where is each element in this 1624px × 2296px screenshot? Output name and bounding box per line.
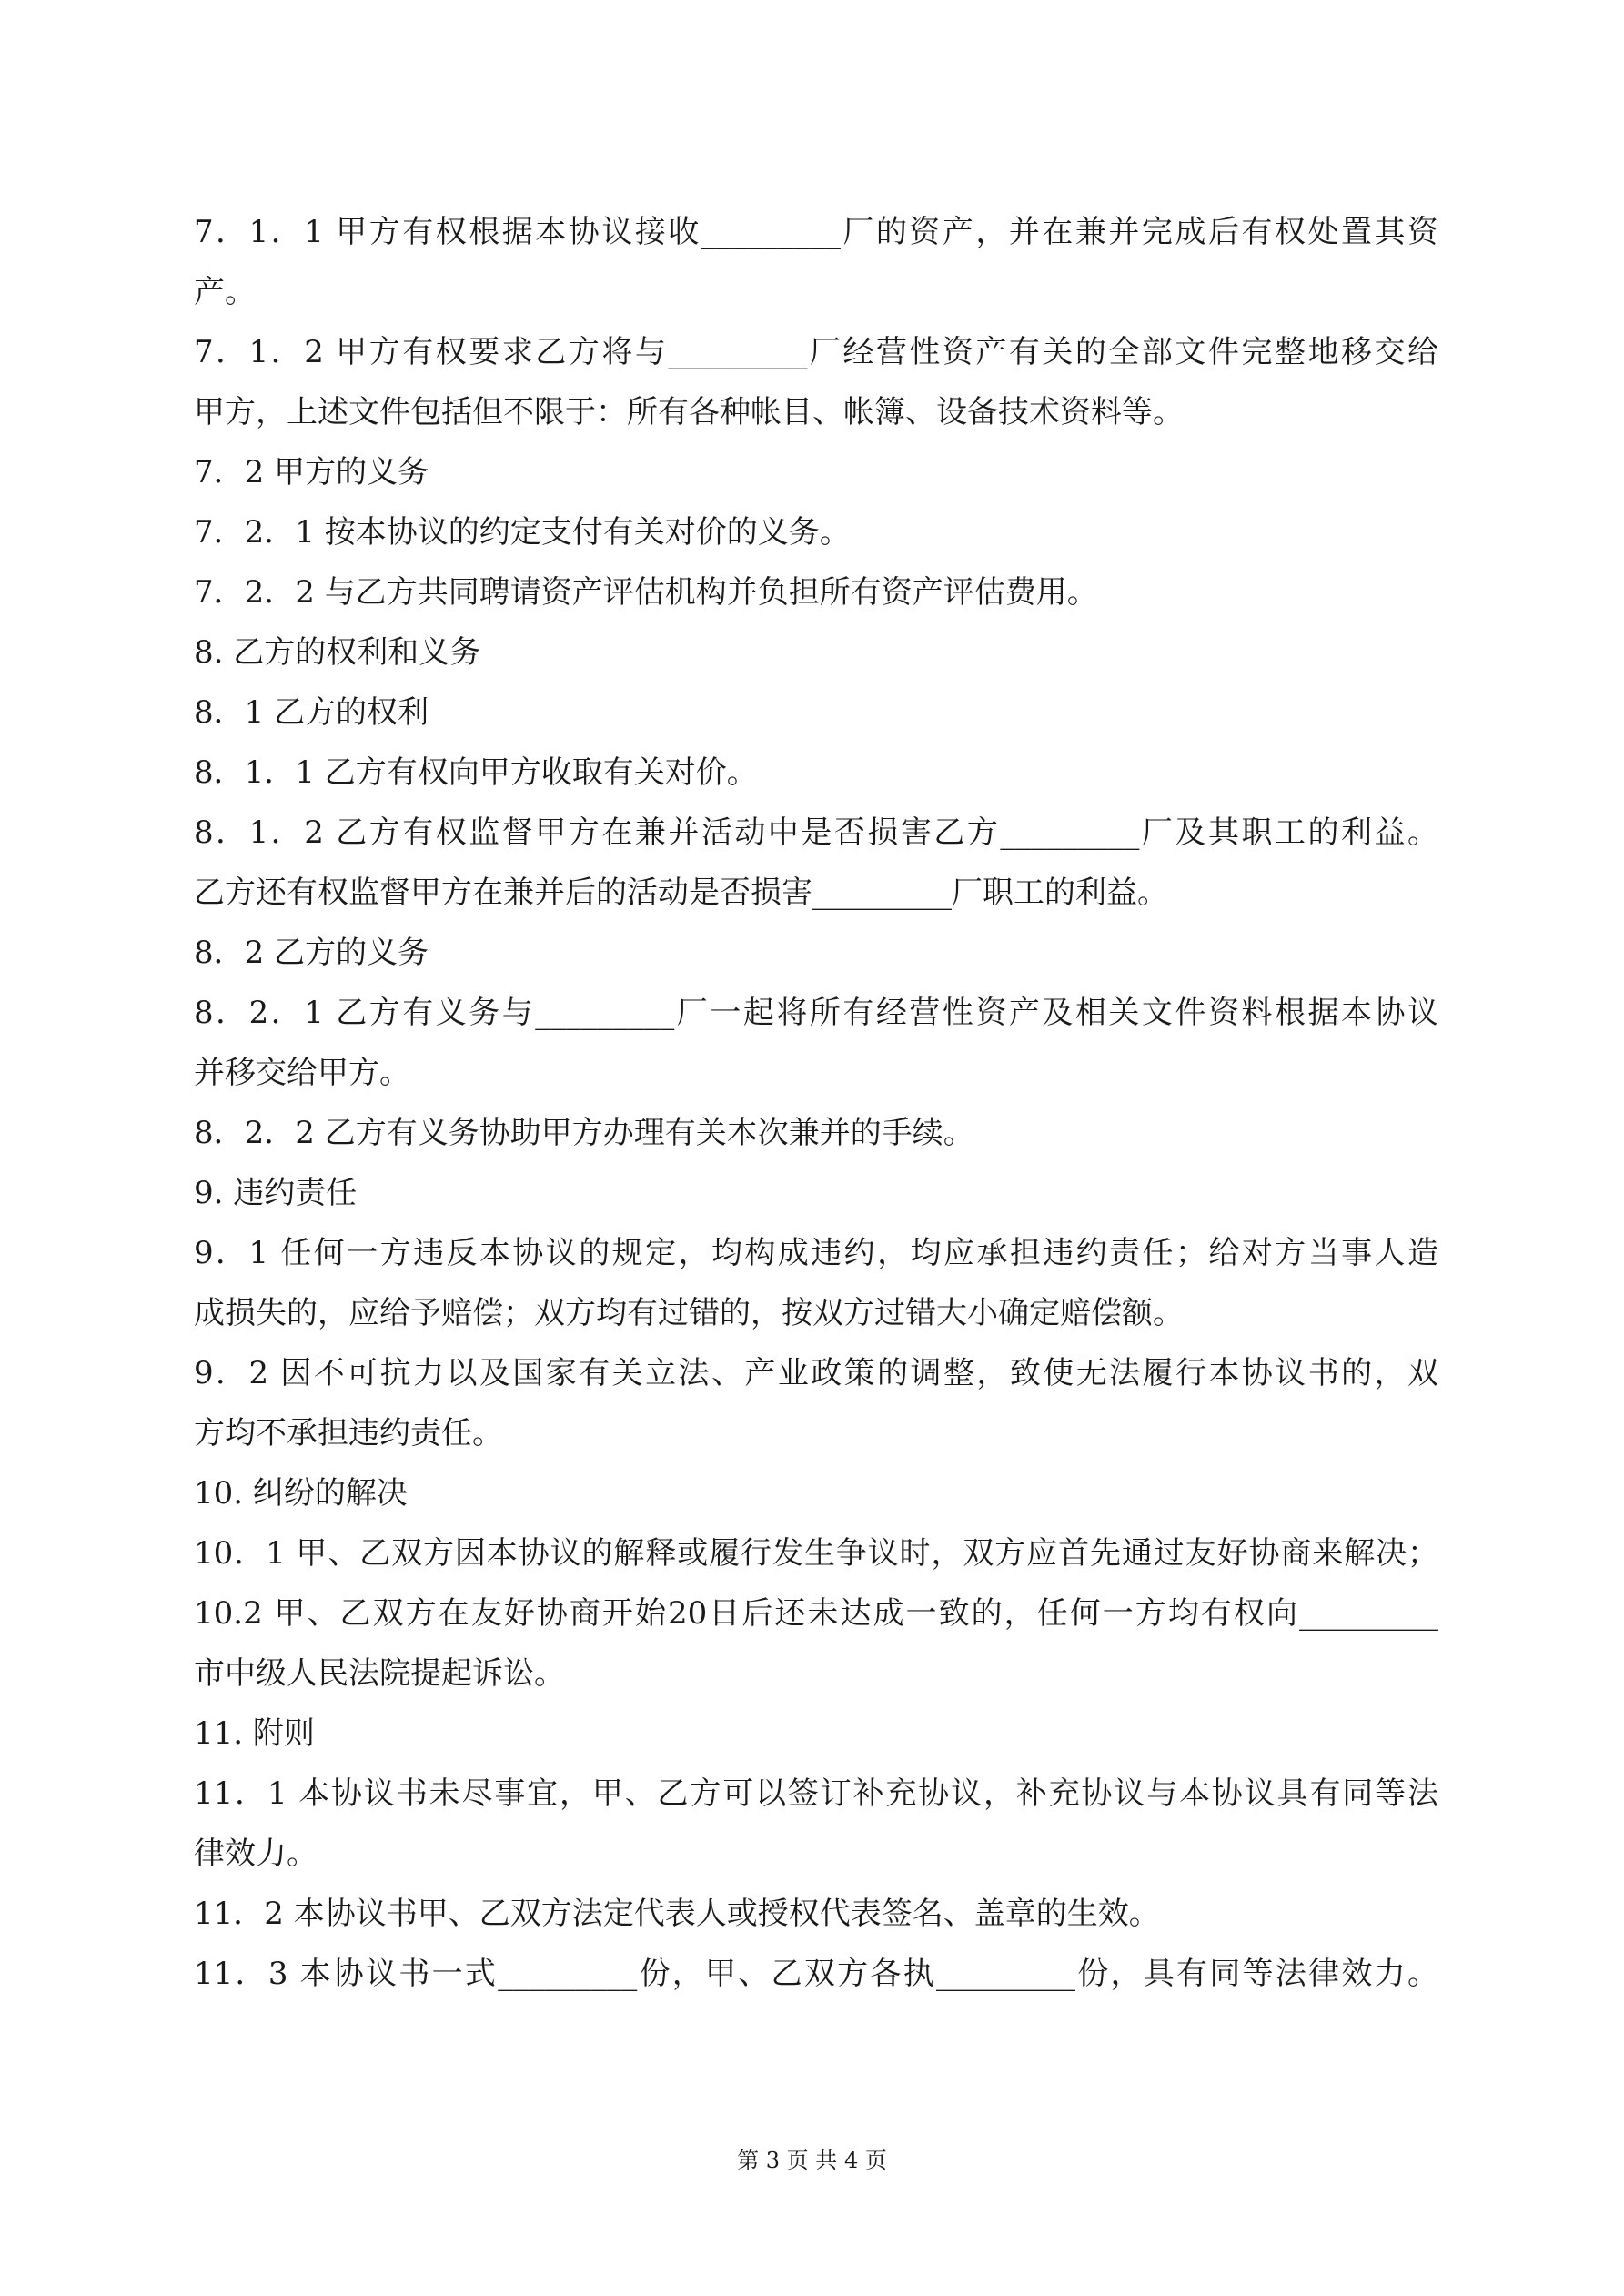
section-heading: 7．2 甲方的义务 <box>194 454 429 491</box>
section-heading: 8. 乙方的权利和义务 <box>194 634 481 671</box>
section-heading: 11. 附则 <box>194 1715 315 1752</box>
body-line: 11．1 本协议书未尽事宜，甲、乙方可以签订补充协议，补充协议与本协议具有同等法 <box>194 1775 1438 1812</box>
body-line: 9．1 任何一方违反本协议的规定，均构成违约，均应承担违约责任；给对方当事人造 <box>194 1235 1438 1271</box>
body-line: 市中级人民法院提起诉讼。 <box>194 1655 565 1692</box>
document-body <box>194 202 1438 2004</box>
body-line: 8．1．2 乙方有权监督甲方在兼并活动中是否损害乙方_________厂及其职工的利益。 <box>194 814 1438 851</box>
body-line: 8．2．2 乙方有义务协助甲方办理有关本次兼并的手续。 <box>194 1115 974 1151</box>
body-line: 8．2．1 乙方有义务与_________厂一起将所有经营性资产及相关文件资料根据本协议 <box>194 995 1438 1031</box>
section-heading: 10. 纠纷的解决 <box>194 1475 408 1512</box>
body-line: 7．2．2 与乙方共同聘请资产评估机构并负担所有资产评估费用。 <box>194 574 1098 611</box>
section-heading: 8．1 乙方的权利 <box>194 694 429 731</box>
body-line: 成损失的，应给予赔偿；双方均有过错的，按双方过错大小确定赔偿额。 <box>194 1295 1184 1331</box>
body-line: 11．3 本协议书一式_________份，甲、乙双方各执_________份，具有同等法律效力。 <box>194 1956 1438 1992</box>
body-line: 8．1．1 乙方有权向甲方收取有关对价。 <box>194 754 758 791</box>
body-line: 7．2．1 按本协议的约定支付有关对价的义务。 <box>194 514 851 551</box>
body-line: 律效力。 <box>194 1836 318 1872</box>
body-line: 方均不承担违约责任。 <box>194 1415 503 1451</box>
body-line: 10．1 甲、乙双方因本协议的解释或履行发生争议时，双方应首先通过友好协商来解决； <box>194 1535 1438 1572</box>
body-line: 7．1．1 甲方有权根据本协议接收_________厂的资产，并在兼并完成后有权处置其资 <box>194 214 1438 250</box>
body-line: 7．1．2 甲方有权要求乙方将与_________厂经营性资产有关的全部文件完整地移交给 <box>194 334 1438 370</box>
page-number-footer: 第 3 页 共 4 页 <box>737 2148 887 2173</box>
section-heading: 9. 违约责任 <box>194 1175 358 1211</box>
section-heading: 8．2 乙方的义务 <box>194 935 429 971</box>
body-line: 9．2 因不可抗力以及国家有关立法、产业政策的调整，致使无法履行本协议书的，双 <box>194 1355 1438 1391</box>
body-line: 甲方，上述文件包括但不限于：所有各种帐目、帐簿、设备技术资料等。 <box>194 394 1184 430</box>
body-line: 11．2 本协议书甲、乙双方法定代表人或授权代表签名、盖章的生效。 <box>194 1896 1160 1932</box>
body-line: 并移交给甲方。 <box>194 1055 410 1091</box>
body-line: 乙方还有权监督甲方在兼并后的活动是否损害_________厂职工的利益。 <box>194 875 1168 911</box>
body-line: 产。 <box>194 274 256 310</box>
body-line: 10.2 甲、乙双方在友好协商开始20日后还未达成一致的，任何一方均有权向_________ <box>194 1595 1438 1632</box>
